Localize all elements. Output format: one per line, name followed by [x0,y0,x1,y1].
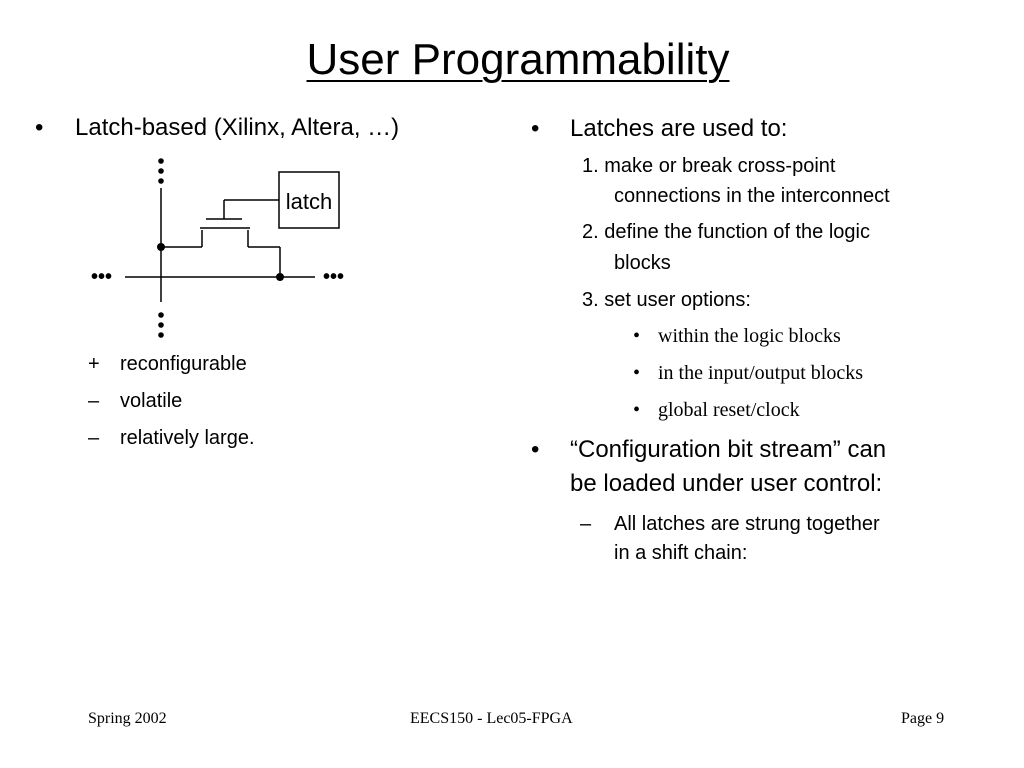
option-item: within the logic blocks [658,325,841,347]
right-bullet-latches-used: Latches are used to: [570,115,788,142]
numbered-item-1-line2: connections in the interconnect [614,185,890,207]
bullet-text: Latch-based (Xilinx, Altera, …) [75,114,400,141]
latch-label: latch [285,189,333,214]
bullet-marker: • [633,399,641,421]
dash-item-line1: All latches are strung together [614,513,880,535]
bullet-marker: • [633,325,641,347]
list-item-text: reconfigurable [120,353,247,375]
dash-marker: – [580,513,592,535]
numbered-item-2-line2: blocks [614,252,671,274]
right-bullet-config-line2: be loaded under user control: [570,470,883,497]
numbered-item-3: 3. set user options: [582,289,751,311]
latch-crosspoint-diagram [80,150,370,350]
horizontal-ellipsis-right: ••• [323,266,345,288]
bullet-marker: • [633,362,641,384]
pass-transistor [161,200,280,277]
slide-title: User Programmability [306,35,730,84]
footer-course: EECS150 - Lec05-FPGA [410,710,573,727]
plus-marker: + [88,353,100,375]
vertical-ellipsis-top [158,158,164,184]
option-item: global reset/clock [658,399,800,421]
list-item-text: relatively large. [120,427,255,449]
bullet-marker: • [531,436,540,463]
vertical-ellipsis-bottom [158,312,164,338]
footer-page-number: Page 9 [901,710,945,727]
dash-marker: – [88,390,100,412]
bullet-marker: • [531,115,540,142]
numbered-item-1-line1: 1. make or break cross-point [582,155,836,177]
bullet-marker: • [35,114,44,141]
dash-marker: – [88,427,100,449]
right-bullet-config-line1: “Configuration bit stream” can [570,436,887,463]
horizontal-ellipsis-left: ••• [91,266,113,288]
option-item: in the input/output blocks [658,362,863,384]
footer-date: Spring 2002 [88,710,167,727]
list-item-text: volatile [120,390,183,412]
numbered-item-2-line1: 2. define the function of the logic [582,221,870,243]
dash-item-line2: in a shift chain: [614,542,748,564]
